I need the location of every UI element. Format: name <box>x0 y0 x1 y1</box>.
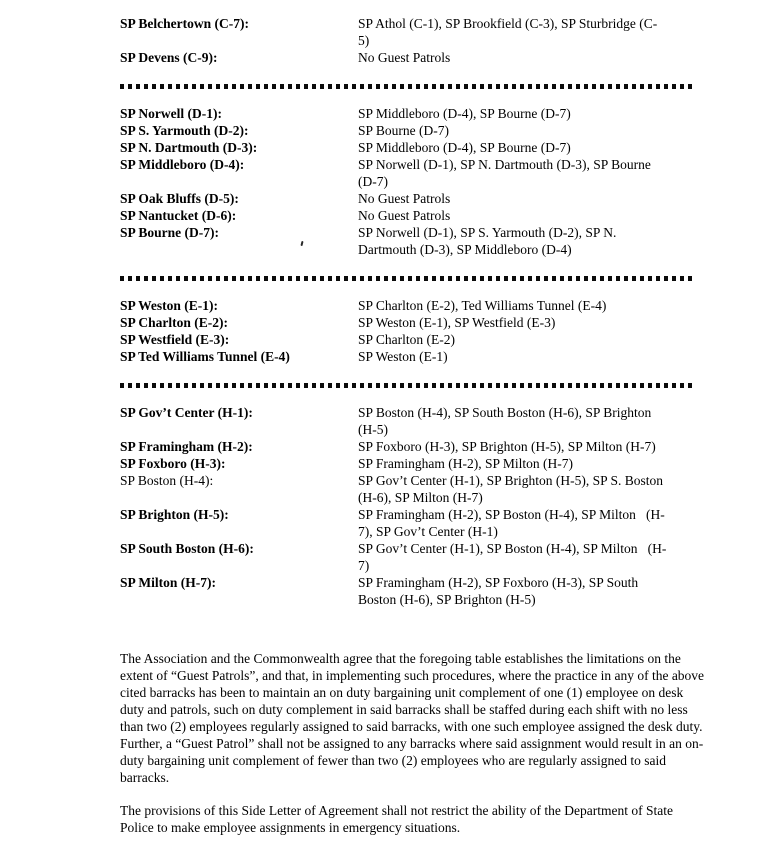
guest-patrol-line: SP Norwell (D-1), SP N. Dartmouth (D-3), SP Bourne <box>358 157 651 172</box>
guest-patrol-line: 5) <box>358 33 370 48</box>
guest-patrol-line: SP Bourne (D-7) <box>358 123 449 138</box>
guest-patrol-line: SP Foxboro (H-3), SP Brighton (H-5), SP Milton (H-7) <box>358 439 656 454</box>
guest-patrol-line: No Guest Patrols <box>358 191 451 206</box>
guest-patrol-line: (H-5) <box>358 422 388 437</box>
guest-patrol-line: Boston (H-6), SP Brighton (H-5) <box>358 592 536 607</box>
table-row <box>120 438 697 455</box>
barracks-name: SP S. Yarmouth (D-2): <box>120 123 249 138</box>
guest-patrol-list <box>358 297 703 314</box>
guest-patrol-line: No Guest Patrols <box>358 50 451 65</box>
guest-patrol-line: SP Charlton (E-2), Ted Williams Tunnel (E-4) <box>358 298 607 313</box>
barracks-name: SP South Boston (H-6): <box>120 541 254 556</box>
guest-patrol-line: SP Weston (E-1), SP Westfield (E-3) <box>358 315 556 330</box>
table-row <box>120 455 697 472</box>
guest-patrol-list <box>358 506 703 540</box>
table-row <box>120 156 697 190</box>
agreement-text <box>120 650 710 836</box>
guest-patrol-line: SP Gov’t Center (H-1), SP Brighton (H-5), SP S. Boston <box>358 473 664 488</box>
guest-patrol-line: SP Framingham (H-2), SP Foxboro (H-3), SP South <box>358 575 639 590</box>
table-row <box>120 348 697 365</box>
guest-patrol-list <box>358 15 703 49</box>
guest-patrol-list <box>358 207 703 224</box>
table-section-troop-H <box>120 404 697 608</box>
dotted-separator <box>120 84 694 89</box>
table-row <box>120 297 697 314</box>
agreement-paragraph: The Association and the Commonwealth agree that the foregoing table establishes the limitations on the extent of “Guest Patrols”, and that, in implementing such procedures, where the practice in any of the above cited barracks has been to maintain an on duty bargaining unit complement of one (1) employee on desk duty and patrols, such on duty complement in said barracks shall be staffed during each shift with no less than two (2) employees regularly assigned to said barracks, with one such employee assigned the desk duty. Further, a “Guest Patrol” shall not be assigned to any barracks where said assignment would result in an on-duty bargaining unit complement of fewer than two (2) employees who are regularly assigned to said barracks. <box>120 651 710 785</box>
guest-patrol-line: SP Boston (H-4), SP South Boston (H-6), SP Brighton <box>358 405 652 420</box>
barracks-name: SP Milton (H-7): <box>120 575 216 590</box>
barracks-name: SP Middleboro (D-4): <box>120 157 245 172</box>
guest-patrol-list <box>358 314 703 331</box>
barracks-name: SP Bourne (D-7): <box>120 225 219 240</box>
guest-patrol-list <box>358 438 703 455</box>
barracks-name: SP N. Dartmouth (D-3): <box>120 140 258 155</box>
table-row <box>120 105 697 122</box>
table-section-troop-E <box>120 297 697 365</box>
guest-patrol-list <box>358 105 703 122</box>
guest-patrol-list <box>358 455 703 472</box>
guest-patrol-list <box>358 472 703 506</box>
guest-patrol-list <box>358 224 703 258</box>
guest-patrol-line: 7), SP Gov’t Center (H-1) <box>358 524 498 539</box>
table-row <box>120 506 697 540</box>
barracks-name: SP Framingham (H-2): <box>120 439 253 454</box>
barracks-name: SP Foxboro (H-3): <box>120 456 226 471</box>
barracks-name: SP Oak Bluffs (D-5): <box>120 191 239 206</box>
guest-patrol-line: SP Gov’t Center (H-1), SP Boston (H-4), SP Milton (H- <box>358 541 667 556</box>
guest-patrol-list <box>358 540 703 574</box>
guest-patrol-line: Dartmouth (D-3), SP Middleboro (D-4) <box>358 242 572 257</box>
guest-patrol-line: SP Athol (C-1), SP Brookfield (C-3), SP Sturbridge (C- <box>358 16 658 31</box>
barracks-name: SP Nantucket (D-6): <box>120 208 237 223</box>
guest-patrol-list <box>358 49 703 66</box>
barracks-name: SP Boston (H-4): <box>120 473 214 488</box>
barracks-name: SP Brighton (H-5): <box>120 507 229 522</box>
table-row <box>120 314 697 331</box>
guest-patrol-line: SP Weston (E-1) <box>358 349 448 364</box>
guest-patrol-line: SP Middleboro (D-4), SP Bourne (D-7) <box>358 106 571 121</box>
table-row <box>120 139 697 156</box>
barracks-name: SP Belchertown (C-7): <box>120 16 249 31</box>
guest-patrol-list <box>358 574 703 608</box>
guest-patrol-line: 7) <box>358 558 370 573</box>
table-row <box>120 207 697 224</box>
table-row <box>120 49 697 66</box>
table-row <box>120 190 697 207</box>
table-section-troop-C <box>120 15 697 66</box>
table-row <box>120 540 697 574</box>
guest-patrol-line: (H-6), SP Milton (H-7) <box>358 490 483 505</box>
table-row <box>120 224 697 258</box>
guest-patrol-line: (D-7) <box>358 174 388 189</box>
guest-patrol-list <box>358 156 703 190</box>
barracks-name: SP Weston (E-1): <box>120 298 219 313</box>
barracks-name: SP Gov’t Center (H-1): <box>120 405 253 420</box>
table-row <box>120 122 697 139</box>
table-row <box>120 404 697 438</box>
guest-patrol-line: SP Norwell (D-1), SP S. Yarmouth (D-2), SP N. <box>358 225 617 240</box>
guest-patrol-line: SP Charlton (E-2) <box>358 332 455 347</box>
guest-patrol-list <box>358 404 703 438</box>
guest-patrol-list <box>358 139 703 156</box>
guest-patrol-table <box>120 15 697 608</box>
barracks-name: SP Devens (C-9): <box>120 50 218 65</box>
guest-patrol-list <box>358 331 703 348</box>
barracks-name: SP Ted Williams Tunnel (E-4) <box>120 349 290 364</box>
table-row <box>120 331 697 348</box>
dotted-separator <box>120 383 694 388</box>
dotted-separator <box>120 276 694 281</box>
table-row <box>120 472 697 506</box>
barracks-name: SP Charlton (E-2): <box>120 315 228 330</box>
table-row <box>120 15 697 49</box>
table-section-troop-D <box>120 105 697 258</box>
emergency-provisions-paragraph: The provisions of this Side Letter of Agreement shall not restrict the ability of the Department of State Police to make employee assignments in emergency situations. <box>120 803 677 835</box>
barracks-name: SP Norwell (D-1): <box>120 106 222 121</box>
guest-patrol-line: SP Middleboro (D-4), SP Bourne (D-7) <box>358 140 571 155</box>
guest-patrol-list <box>358 190 703 207</box>
table-row <box>120 574 697 608</box>
guest-patrol-line: SP Framingham (H-2), SP Boston (H-4), SP Milton (H- <box>358 507 665 522</box>
guest-patrol-list <box>358 348 703 365</box>
barracks-name: SP Westfield (E-3): <box>120 332 230 347</box>
guest-patrol-list <box>358 122 703 139</box>
guest-patrol-line: No Guest Patrols <box>358 208 451 223</box>
guest-patrol-line: SP Framingham (H-2), SP Milton (H-7) <box>358 456 573 471</box>
